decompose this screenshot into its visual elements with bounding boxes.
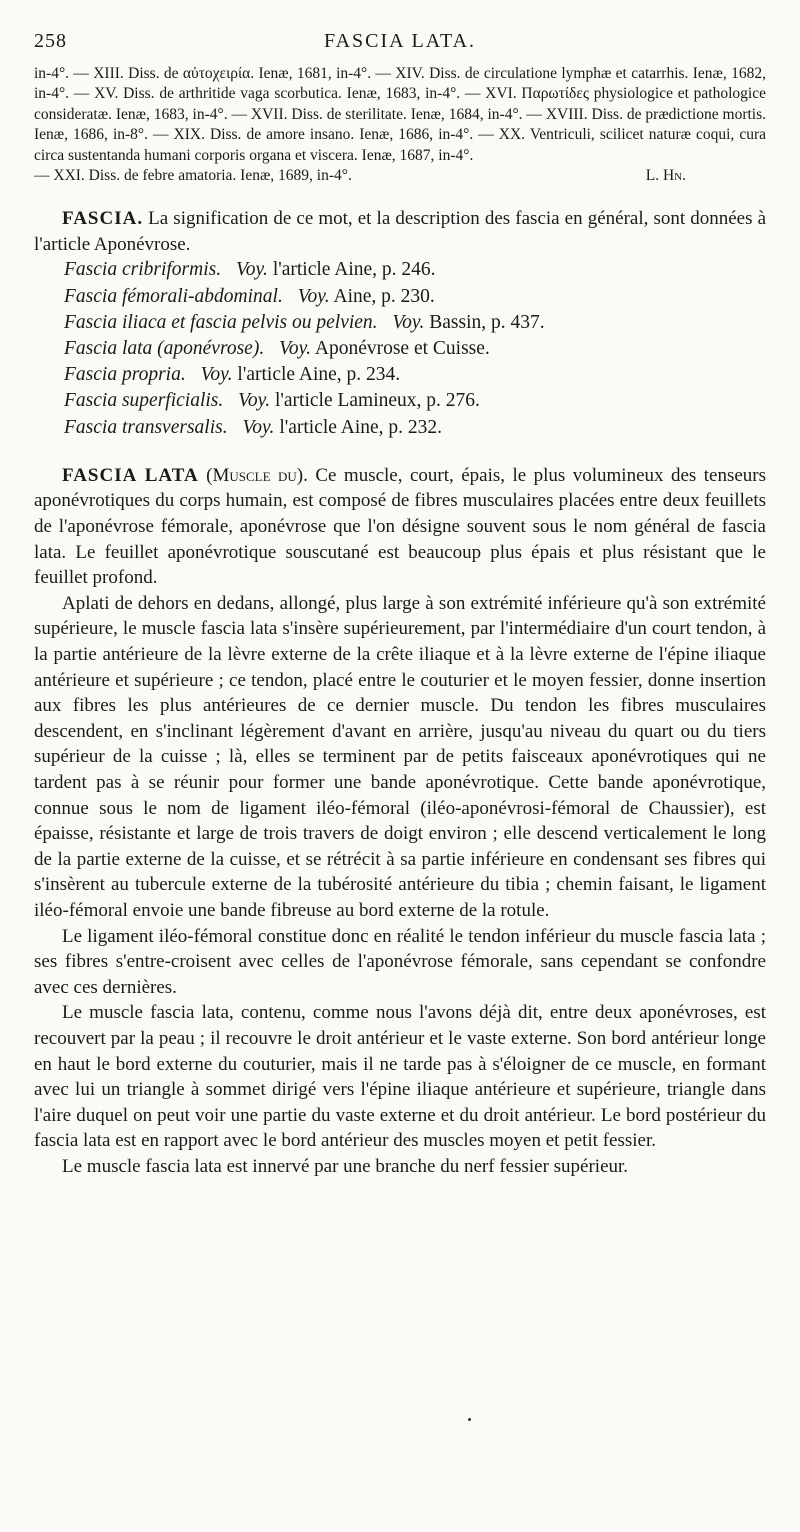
xref-target: Aponévrose et Cuisse.: [314, 338, 490, 360]
xref-target: l'article Aine, p. 246.: [272, 259, 436, 281]
paragraph: [34, 463, 766, 591]
entry-headword: FASCIA.: [62, 208, 144, 230]
running-title: FASCIA LATA.: [323, 30, 477, 52]
xref-voy: Voy.: [297, 285, 330, 307]
xref-voy: Voy.: [242, 416, 275, 438]
bibliography-final-entry: — XXI. Diss. de febre amatoria. Ienæ, 1689, in-4°.: [34, 167, 352, 185]
paragraph-text: Ce muscle, court, épais, le plus volumineux des tenseurs aponévrotiques du corps humain, est composé de fibres musculaires placées entre deux feuillets de l'aponévrose fémorale, aponévrose que l'on désigne souvent sous le nom général de fascia lata. Le feuillet aponévrotique souscutané est beaucoup plus épais et plus résistant que le feuillet profond.: [34, 464, 767, 589]
entry-fascia: [34, 206, 766, 257]
paragraph: Le muscle fascia lata, contenu, comme nous l'avons déjà dit, entre deux aponévroses, est recouvert par la peau ; il recouvre le droit antérieur et le vaste externe. Son bord antérieur longe en haut le bord externe du couturier, mais il ne tarde pas à s'éloigner de ce muscle, en formant avec lui un triangle à sommet dirigé vers l'épine iliaque antérieure et supérieure, triangle dans l'aire duquel on peut voir une partie du vaste externe et du droit antérieur. Le bord postérieur du fascia lata est en rapport avec le bord antérieur des muscles moyen et petit fessier.: [34, 1002, 766, 1152]
xref-target: l'article Lamineux, p. 276.: [274, 390, 480, 412]
page: [34, 30, 766, 1179]
xref-term: Fascia iliaca et fascia pelvis ou pelvien.: [64, 311, 378, 333]
page-number: 258: [34, 30, 67, 52]
bibliography-text: in-4°. — XIII. Diss. de αὐτοχειρία. Ienæ, 1681, in-4°. — XIV. Diss. de circulatione lymphæ et catarrhis. Ienæ, 1682, in-4°. — XV. Diss. de arthritide vaga scorbutica. Ienæ, 1683, in-4°. — XVI. Παρωτίδες physiologice et pathologice consideratæ. Ienæ, 1683, in-4°. — XVII. Diss. de sterilitate. Ienæ, 1684, in-4°. — XVIII. Diss. de prædictione mortis. Ienæ, 1686, in-8°. — XIX. Diss. de amore insano. Ienæ, 1686, in-4°. — XX. Ventriculi, scilicet naturæ coqui, cura circa sustentanda humani corporis organa et viscera. Ienæ, 1687, in-4°.: [34, 65, 766, 164]
xref-target: l'article Aine, p. 232.: [279, 416, 443, 438]
xref-target: Aine, p. 230.: [333, 285, 435, 307]
xref-term: Fascia cribriformis.: [64, 259, 222, 281]
author-signature: L. Hn.: [645, 167, 686, 185]
xref-target: l'article Aine, p. 234.: [237, 364, 401, 386]
cross-reference-item: [64, 310, 766, 336]
xref-target: Bassin, p. 437.: [429, 311, 545, 333]
paragraph: Le ligament iléo-fémoral constitue donc en réalité le tendon inférieur du muscle fascia lata ; ses fibres s'entre-croisent avec celles de l'aponévrose fémorale, sans cependant se confondre avec ces dernières.: [34, 925, 766, 998]
xref-voy: Voy.: [235, 259, 268, 281]
xref-voy: Voy.: [392, 311, 425, 333]
xref-term: Fascia lata (aponévrose).: [64, 338, 265, 360]
xref-voy: Voy.: [279, 338, 312, 360]
xref-term: Fascia propria.: [64, 364, 186, 386]
xref-voy: Voy.: [200, 364, 233, 386]
cross-reference-item: [64, 284, 766, 310]
xref-term: Fascia fémorali-abdominal.: [64, 285, 283, 307]
entry-fascia-lata: [34, 463, 766, 1180]
print-speck: [468, 1418, 471, 1421]
xref-term: Fascia superficialis.: [64, 390, 224, 412]
entry-subhead: (Muscle du).: [206, 464, 308, 486]
bibliography-block: [34, 64, 766, 186]
bibliography-last-line: [34, 166, 766, 186]
entry-definition: La signification de ce mot, et la description des fascia en général, sont données à l'article Aponévrose.: [34, 208, 766, 255]
cross-reference-item: [64, 362, 766, 388]
cross-reference-item: [64, 336, 766, 362]
xref-term: Fascia transversalis.: [64, 416, 228, 438]
cross-reference-item: [64, 415, 766, 441]
entry-headword: FASCIA LATA: [62, 464, 199, 486]
cross-reference-item: [64, 388, 766, 414]
page-header: [34, 30, 766, 58]
xref-voy: Voy.: [238, 390, 271, 412]
cross-reference-list: [64, 257, 766, 440]
cross-reference-item: [64, 257, 766, 283]
paragraph: Le muscle fascia lata est innervé par une branche du nerf fessier supérieur.: [62, 1155, 629, 1177]
paragraph: Aplati de dehors en dedans, allongé, plus large à son extrémité inférieure qu'à son extrémité supérieure, le muscle fascia lata s'insère supérieurement, par l'intermédiaire d'un court tendon, à la partie antérieure de la lèvre externe de la crête iliaque et à la lèvre externe de l'épine iliaque antérieure et supérieure ; ce tendon, placé entre le couturier et le moyen fessier, donne insertion aux fibres les plus antérieures de ce dernier muscle. Du tendon les fibres musculaires descendent, en s'inclinant légèrement d'avant en arrière, jusqu'au niveau du quart ou du tiers supérieur de la cuisse ; là, elles se terminent par de petits faisceaux aponévrotiques qui ne tardent pas à se réunir pour former une bande aponévrotique. Cette bande aponévrotique, connue sous le nom de ligament iléo-fémoral (iléo-aponévrosi-fémoral de Chaussier), est épaisse, résistante et large de trois travers de doigt environ ; elle descend verticalement le long de la partie externe de la cuisse, et se rétrécit à sa partie inférieure en condensant ses fibres qui s'insèrent au tubercule externe de la tubérosité antérieure du tibia ; chemin faisant, le ligament iléo-fémoral envoie une bande fibreuse au bord externe de la rotule.: [34, 592, 766, 921]
